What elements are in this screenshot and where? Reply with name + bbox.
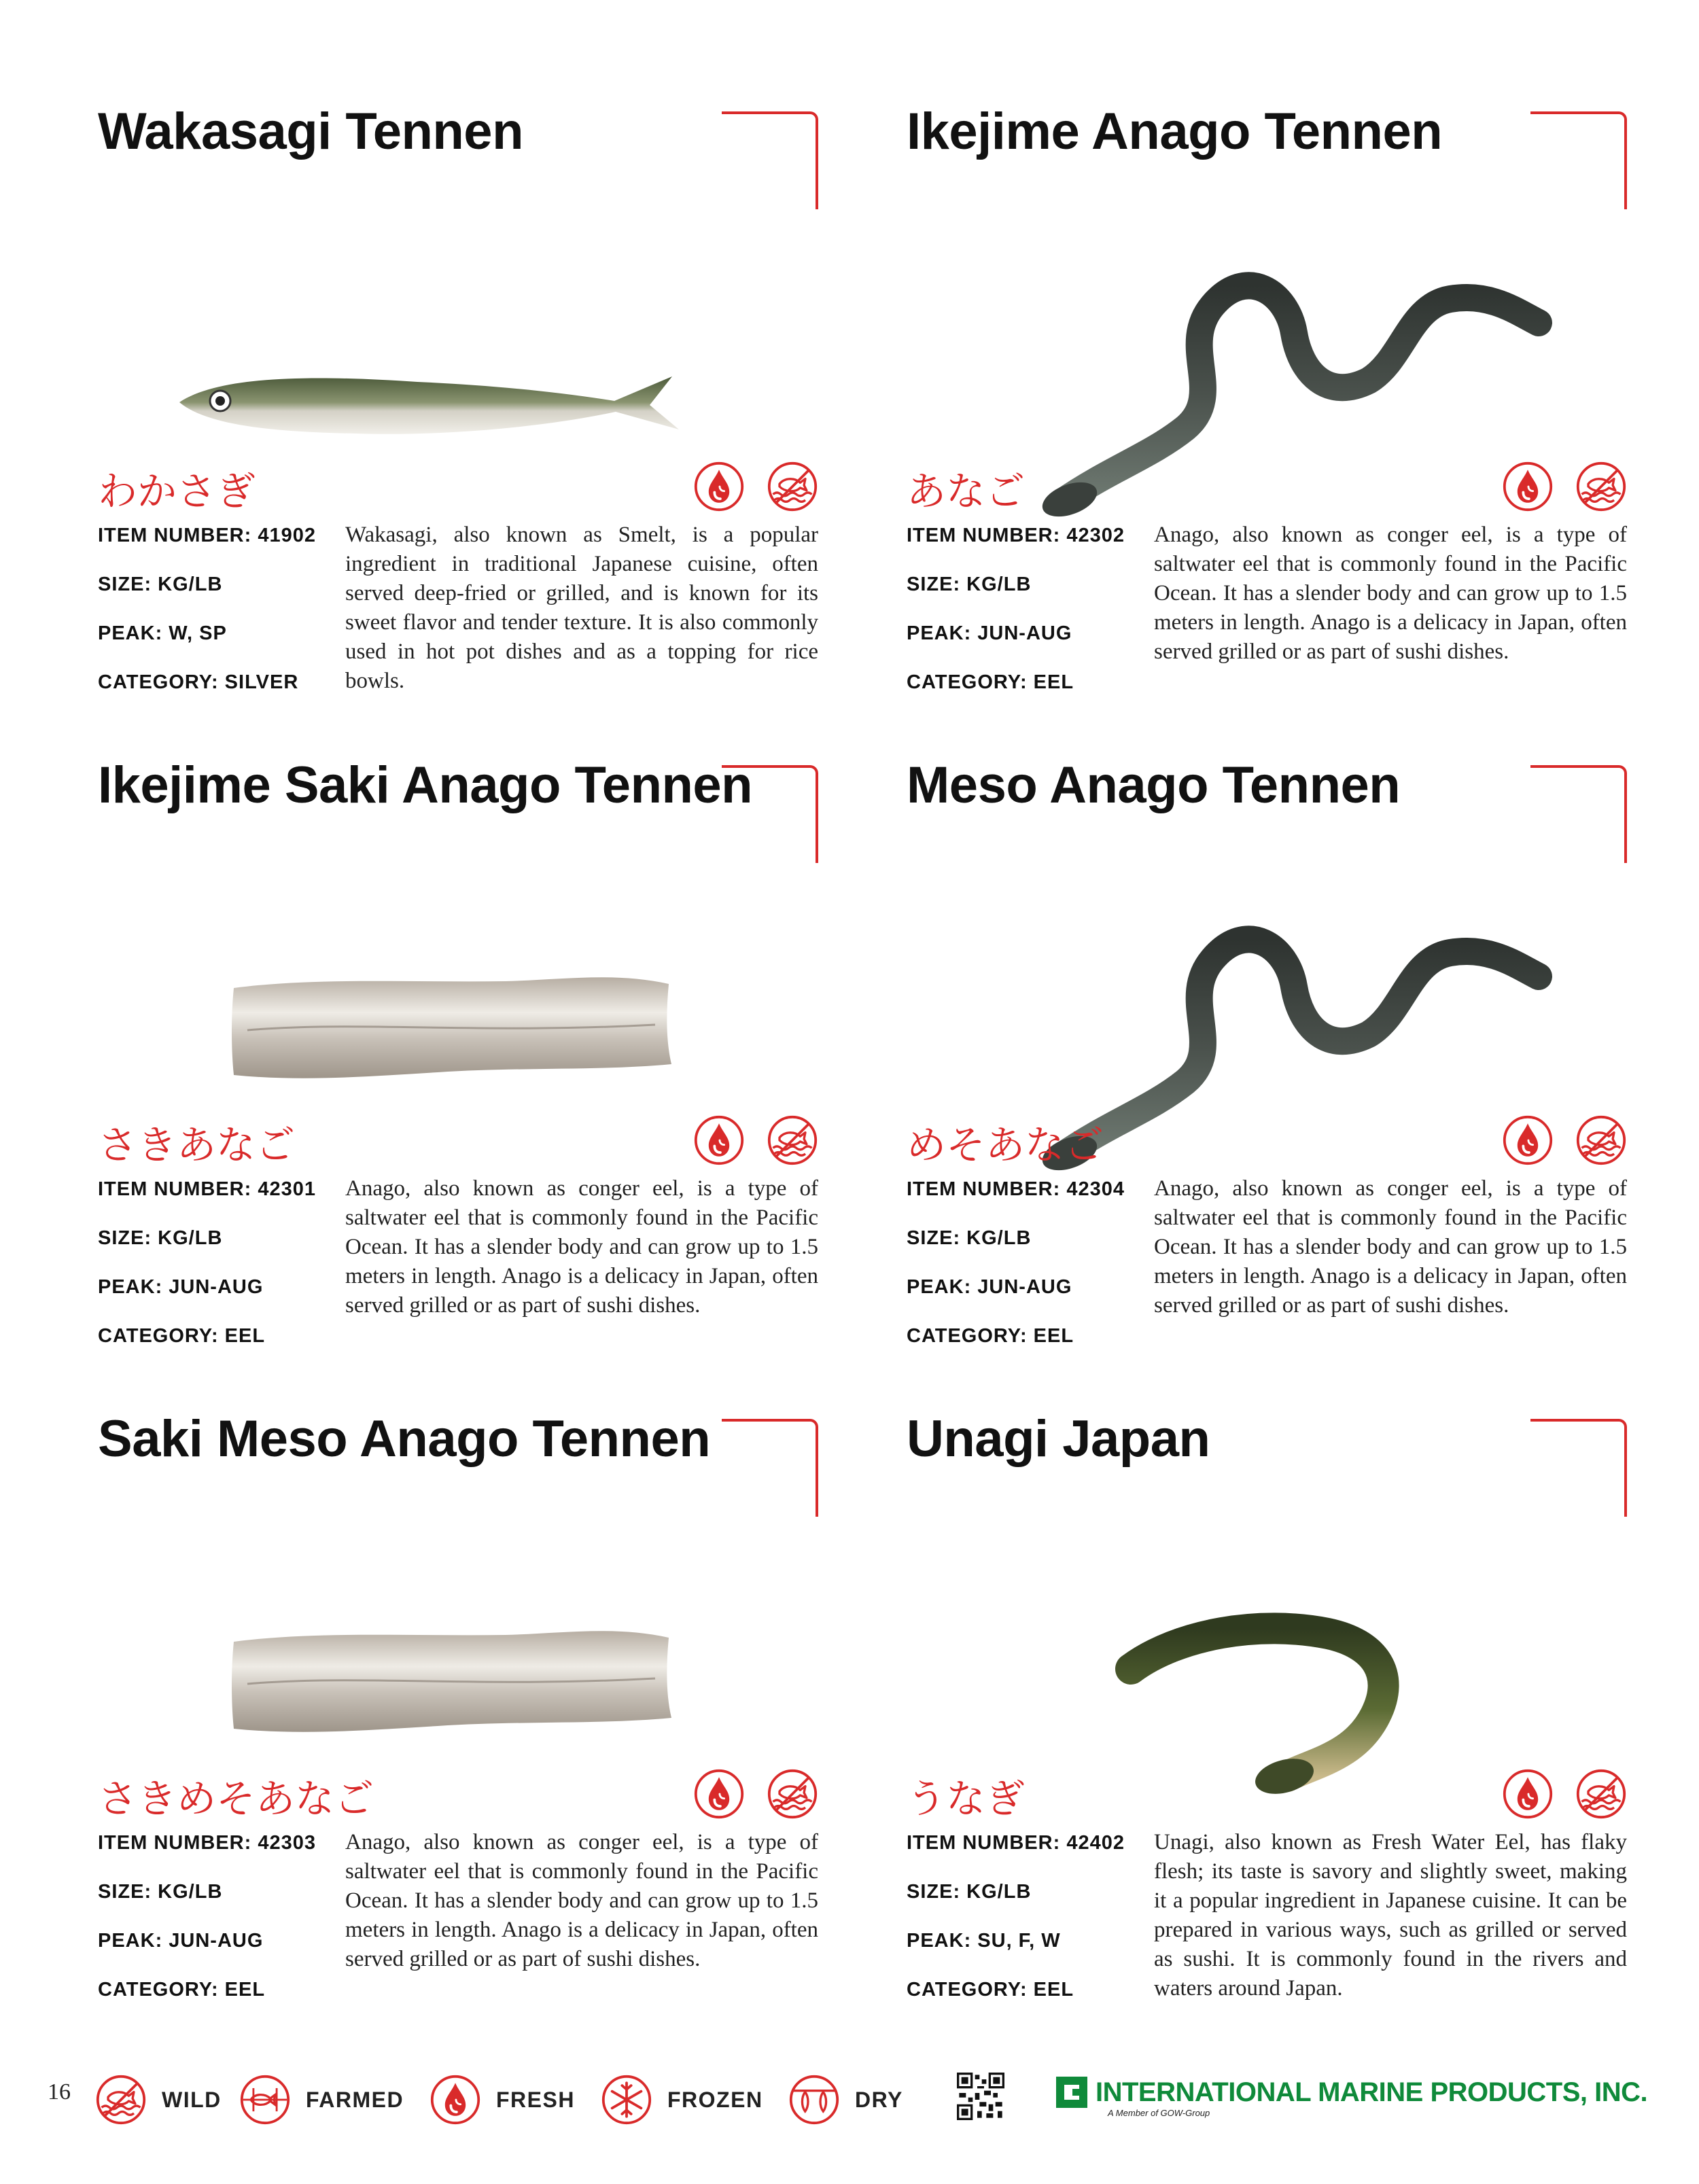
attribute-icons — [693, 1768, 818, 1820]
product-title: Saki Meso Anago Tennen — [98, 1410, 711, 1468]
company-tagline: A Member of GOW-Group — [1108, 2108, 1210, 2118]
product-title: Wakasagi Tennen — [98, 103, 523, 160]
wild-icon — [95, 2074, 147, 2126]
spec-list — [907, 523, 1151, 719]
company-logo — [1055, 2075, 1647, 2118]
wild-icon — [1575, 1768, 1627, 1820]
description: Wakasagi, also known as Smelt, is a popular ingredient in traditional Japanese cuisine, often served deep-fried or grilled, and is known for its sweet flavor and tender texture. It is also commonly used in hot pot dishes and as a topping for rice bowls. — [345, 523, 818, 693]
attribute-icons — [693, 461, 818, 512]
size: SIZE: KG/LB — [98, 1227, 223, 1249]
fresh-icon — [1502, 1768, 1554, 1820]
product-card — [907, 1396, 1627, 2048]
dry-icon — [788, 2074, 840, 2126]
attribute-icons — [1502, 461, 1627, 512]
attribute-icons — [1502, 1768, 1627, 1820]
farmed-icon — [239, 2074, 291, 2126]
attribute-icons — [693, 1114, 818, 1166]
description: Unagi, also known as Fresh Water Eel, has flaky flesh; its taste is savory and slightly sweet, making it a popular ingredient in Japanese cuisine. It can be prepared in various ways, such as grilled or served as sushi. It is commonly found in the rivers and waters around Japan. — [1154, 1830, 1627, 2001]
description: Anago, also known as conger eel, is a type of saltwater eel that is commonly found in the Pacific Ocean. It has a slender body and can grow up to 1.5 meters in length. Anago is a delicacy in Japan, often served grilled or as part of sushi dishes. — [345, 1830, 818, 1971]
item-number: ITEM NUMBER: 42304 — [907, 1178, 1125, 1200]
product-card — [907, 742, 1627, 1394]
legend-frozen — [601, 2074, 763, 2126]
legend-fresh — [430, 2074, 575, 2126]
legend-wild — [95, 2074, 222, 2126]
product-card — [98, 742, 818, 1394]
product-title: Meso Anago Tennen — [907, 756, 1401, 814]
product-card — [907, 88, 1627, 741]
legend-label: FRESH — [496, 2087, 575, 2112]
legend-label: WILD — [162, 2087, 222, 2112]
product-card — [98, 88, 818, 741]
legend-farmed — [239, 2074, 404, 2126]
spec-list — [98, 1831, 343, 2026]
spec-list — [98, 1177, 343, 1373]
legend-label: FROZEN — [667, 2087, 763, 2112]
peak: PEAK: JUN-AUG — [907, 622, 1072, 644]
peak: PEAK: SU, F, W — [907, 1930, 1061, 1952]
description: Anago, also known as conger eel, is a type of saltwater eel that is commonly found in the Pacific Ocean. It has a slender body and can grow up to 1.5 meters in length. Anago is a delicacy in Japan, often served grilled or as part of sushi dishes. — [1154, 523, 1627, 664]
size: SIZE: KG/LB — [907, 1881, 1032, 1903]
spec-list — [907, 1831, 1151, 2026]
size: SIZE: KG/LB — [907, 1227, 1032, 1249]
peak: PEAK: JUN-AUG — [98, 1930, 264, 1952]
legend-label: DRY — [855, 2087, 903, 2112]
japanese-name: さきあなご — [98, 1122, 296, 1168]
description: Anago, also known as conger eel, is a type of saltwater eel that is commonly found in the Pacific Ocean. It has a slender body and can grow up to 1.5 meters in length. Anago is a delicacy in Japan, often served grilled or as part of sushi dishes. — [345, 1176, 818, 1318]
japanese-name: あなご — [907, 468, 1026, 514]
peak: PEAK: W, SP — [98, 622, 227, 644]
page-number: 16 — [48, 2079, 71, 2104]
wild-icon — [767, 461, 818, 512]
page-footer — [0, 2059, 1699, 2141]
category: CATEGORY: EEL — [907, 1325, 1074, 1347]
fresh-icon — [1502, 1114, 1554, 1166]
japanese-name: さきめそあなご — [98, 1776, 374, 1822]
description: Anago, also known as conger eel, is a type of saltwater eel that is commonly found in the Pacific Ocean. It has a slender body and can grow up to 1.5 meters in length. Anago is a delicacy in Japan, often served grilled or as part of sushi dishes. — [1154, 1176, 1627, 1318]
peak: PEAK: JUN-AUG — [98, 1276, 264, 1298]
company-mark-icon — [1055, 2075, 1089, 2109]
item-number: ITEM NUMBER: 42301 — [98, 1178, 316, 1200]
wild-icon — [767, 1114, 818, 1166]
item-number: ITEM NUMBER: 42302 — [907, 525, 1125, 546]
spec-list — [907, 1177, 1151, 1373]
item-number: ITEM NUMBER: 42402 — [907, 1832, 1125, 1854]
japanese-name: わかさぎ — [98, 468, 256, 514]
fresh-icon — [693, 1114, 745, 1166]
frozen-icon — [601, 2074, 652, 2126]
company-name: INTERNATIONAL MARINE PRODUCTS, INC. — [1096, 2077, 1648, 2107]
wild-icon — [1575, 1114, 1627, 1166]
fresh-icon — [693, 1768, 745, 1820]
wild-icon — [767, 1768, 818, 1820]
fresh-icon — [1502, 461, 1554, 512]
item-number: ITEM NUMBER: 41902 — [98, 525, 316, 546]
size: SIZE: KG/LB — [98, 574, 223, 595]
category: CATEGORY: EEL — [98, 1979, 266, 2001]
product-card — [98, 1396, 818, 2048]
legend-label: FARMED — [306, 2087, 404, 2112]
wild-icon — [1575, 461, 1627, 512]
size: SIZE: KG/LB — [98, 1881, 223, 1903]
category: CATEGORY: SILVER — [98, 671, 299, 693]
category: CATEGORY: EEL — [907, 1979, 1074, 2001]
legend-dry — [788, 2074, 903, 2126]
attribute-icons — [1502, 1114, 1627, 1166]
spec-list — [98, 523, 343, 719]
japanese-name: めそあなご — [907, 1122, 1104, 1168]
japanese-name: うなぎ — [907, 1776, 1026, 1822]
peak: PEAK: JUN-AUG — [907, 1276, 1072, 1298]
qr-code[interactable] — [957, 2073, 1004, 2120]
fresh-icon — [430, 2074, 481, 2126]
item-number: ITEM NUMBER: 42303 — [98, 1832, 316, 1854]
product-title: Ikejime Saki Anago Tennen — [98, 756, 753, 814]
size: SIZE: KG/LB — [907, 574, 1032, 595]
product-title: Unagi Japan — [907, 1410, 1210, 1468]
category: CATEGORY: EEL — [907, 671, 1074, 693]
product-title: Ikejime Anago Tennen — [907, 103, 1443, 160]
category: CATEGORY: EEL — [98, 1325, 266, 1347]
fresh-icon — [693, 461, 745, 512]
